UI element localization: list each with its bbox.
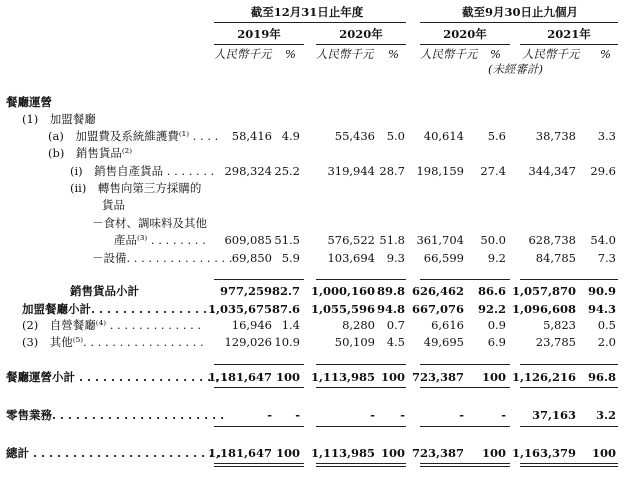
cell-fees-3: 5.0 [386,129,405,143]
subtotal-rule [520,387,618,388]
third-party-label-cont: 貨品 [102,198,125,212]
cell-food-0: 609,085 [224,233,272,247]
cell-equipment-2: 103,694 [327,251,375,265]
restaurant-ops-heading: 餐廳運營 [6,95,52,109]
subtotal-rule [214,387,304,388]
subtotal-rule [316,279,406,280]
cell-own-goods-3: 28.7 [379,164,405,178]
year-2020-header: 2020年 [339,27,383,41]
cell-total-0: 1,181,647 [207,446,272,460]
total-rule [520,426,618,427]
cell-retail-0: - [267,408,272,422]
subtotal-rule [520,364,618,365]
cell-goods-subtotal-4: 626,462 [411,284,464,298]
cell-goods-subtotal-2: 1,000,160 [310,284,375,298]
cell-franchise-subtotal-1: 87.6 [271,302,300,316]
fees-label: (a) 加盟費及系統維護費⁽¹⁾ . . . . [48,129,219,143]
cell-self-operated-2: 8,280 [342,318,375,332]
cell-self-operated-0: 16,946 [231,318,272,332]
total-rule [420,426,510,427]
cell-franchise-subtotal-5: 92.2 [477,302,506,316]
cell-others-5: 6.9 [487,335,506,349]
cell-others-7: 2.0 [597,335,616,349]
own-goods-label: (i) 銷售自產貨品 . . . . . . . [70,164,215,178]
cell-ops-subtotal-2: 1,113,985 [310,370,375,384]
cell-fees-4: 40,614 [423,129,464,143]
cell-goods-subtotal-1: 82.7 [271,284,300,298]
cell-own-goods-7: 29.6 [590,164,616,178]
cell-fees-6: 38,738 [535,129,576,143]
total-label: 總計 . . . . . . . . . . . . . . . . . . . . . . . . [6,446,222,460]
cell-equipment-5: 9.2 [487,251,506,265]
cell-food-6: 628,738 [528,233,576,247]
cell-goods-subtotal-6: 1,057,870 [511,284,576,298]
cell-ops-subtotal-0: 1,181,647 [207,370,272,384]
cell-ops-subtotal-5: 100 [481,370,506,384]
cell-food-1: 51.5 [274,233,300,247]
header-rule [316,44,406,45]
equipment-label: －設備. . . . . . . . . . . . . . . [92,251,233,265]
cell-total-3: 100 [380,446,405,460]
cell-self-operated-6: 5,823 [543,318,576,332]
subtotal-rule [520,279,618,280]
total-double-rule [420,463,510,467]
food-label-cont: 產品⁽³⁾ . . . . . . . . [114,233,206,247]
cell-self-operated-5: 0.9 [487,318,506,332]
unit-label: 人民幣千元 [522,47,580,61]
pct-label: % [388,47,399,61]
total-double-rule [316,463,406,467]
period-nine-months-header: 截至9月30日止九個月 [461,5,578,19]
cell-ops-subtotal-4: 723,387 [411,370,464,384]
cell-own-goods-2: 319,944 [327,164,375,178]
cell-goods-subtotal-0: 977,259 [219,284,272,298]
cell-food-4: 361,704 [416,233,464,247]
cell-fees-7: 3.3 [597,129,616,143]
cell-equipment-3: 9.3 [386,251,405,265]
subtotal-rule [214,279,304,280]
cell-franchise-subtotal-4: 667,076 [411,302,464,316]
cell-goods-subtotal-3: 89.8 [376,284,405,298]
cell-total-1: 100 [275,446,300,460]
cell-retail-2: - [370,408,375,422]
period-year-header: 截至12月31日止年度 [250,5,364,19]
header-rule [420,44,510,45]
header-rule [420,22,618,23]
cell-own-goods-4: 198,159 [416,164,464,178]
cell-others-6: 23,785 [535,335,576,349]
cell-fees-1: 4.9 [281,129,300,143]
total-double-rule [520,463,618,467]
year-2019-header: 2019年 [237,27,281,41]
unit-label: 人民幣千元 [214,47,272,61]
total-double-rule [214,463,304,467]
subtotal-rule [214,364,304,365]
others-label: (3) 其他⁽⁵⁾. . . . . . . . . . . . . . . . . [22,335,204,349]
cell-own-goods-0: 298,324 [224,164,272,178]
goods-label: (b) 銷售貨品⁽²⁾ [48,146,133,160]
cell-equipment-7: 7.3 [597,251,616,265]
total-rule [316,426,406,427]
cell-own-goods-5: 27.4 [480,164,506,178]
cell-goods-subtotal-5: 86.6 [477,284,506,298]
subtotal-rule [316,387,406,388]
cell-franchise-subtotal-0: 1,035,675 [207,302,272,316]
cell-retail-6: 37,163 [531,408,576,422]
cell-franchise-subtotal-3: 94.8 [376,302,405,316]
cell-goods-subtotal-7: 90.9 [587,284,616,298]
goods-subtotal-label: 銷售貨品小計 [70,284,139,298]
cell-fees-2: 55,436 [334,129,375,143]
franchise-subtotal-label: 加盟餐廳小計. . . . . . . . . . . . . . . . [22,302,216,316]
year-2021-header: 2021年 [547,27,591,41]
cell-own-goods-1: 25.2 [274,164,300,178]
cell-franchise-subtotal-6: 1,096,608 [511,302,576,316]
unaudited-label: (未經審計) [488,62,543,76]
retail-label: 零售業務. . . . . . . . . . . . . . . . . . . . . . [6,408,225,422]
pct-label: % [600,47,611,61]
cell-fees-0: 58,416 [231,129,272,143]
cell-total-2: 1,113,985 [310,446,375,460]
cell-franchise-subtotal-7: 94.3 [587,302,616,316]
cell-ops-subtotal-1: 100 [275,370,300,384]
total-rule [214,426,304,427]
cell-own-goods-6: 344,347 [528,164,576,178]
cell-retail-4: - [459,408,464,422]
unit-label: 人民幣千元 [420,47,478,61]
cell-retail-3: - [400,408,405,422]
cell-equipment-6: 84,785 [535,251,576,265]
cell-total-4: 723,387 [411,446,464,460]
cell-food-2: 576,522 [327,233,375,247]
cell-total-5: 100 [481,446,506,460]
cell-self-operated-3: 0.7 [386,318,405,332]
subtotal-rule [420,387,510,388]
subtotal-rule [316,364,406,365]
cell-retail-1: - [295,408,300,422]
cell-ops-subtotal-7: 96.8 [587,370,616,384]
cell-others-0: 129,026 [224,335,272,349]
header-rule [520,44,618,45]
cell-equipment-0: 69,850 [231,251,272,265]
cell-franchise-subtotal-2: 1,055,596 [310,302,375,316]
cell-equipment-4: 66,599 [423,251,464,265]
year-2020-nine-header: 2020年 [443,27,487,41]
cell-others-2: 50,109 [334,335,375,349]
pct-label: % [285,47,296,61]
cell-total-7: 100 [591,446,616,460]
food-label: －食材、調味料及其他 [92,216,207,230]
cell-ops-subtotal-3: 100 [380,370,405,384]
cell-self-operated-1: 1.4 [281,318,300,332]
cell-food-5: 50.0 [480,233,506,247]
cell-fees-5: 5.6 [487,129,506,143]
unit-label: 人民幣千元 [316,47,374,61]
cell-equipment-1: 5.9 [281,251,300,265]
subtotal-rule [420,279,510,280]
cell-total-6: 1,163,379 [511,446,576,460]
header-rule [214,22,406,23]
cell-self-operated-7: 0.5 [597,318,616,332]
cell-retail-5: - [501,408,506,422]
header-rule [214,44,304,45]
ops-subtotal-label: 餐廳運營小計 . . . . . . . . . . . . . . . . . . . [6,370,228,384]
cell-self-operated-4: 6,616 [431,318,464,332]
cell-others-4: 49,695 [423,335,464,349]
cell-retail-7: 3.2 [595,408,616,422]
franchise-label: (1) 加盟餐廳 [22,112,96,126]
cell-others-3: 4.5 [386,335,405,349]
subtotal-rule [420,364,510,365]
cell-food-3: 51.8 [379,233,405,247]
pct-label: % [490,47,501,61]
third-party-label: (ii) 轉售向第三方採購的 [70,181,202,195]
cell-others-1: 10.9 [274,335,300,349]
cell-ops-subtotal-6: 1,126,216 [511,370,576,384]
self-operated-label: (2) 自營餐廳⁽⁴⁾ . . . . . . . . . . . . . [22,318,202,332]
cell-food-7: 54.0 [590,233,616,247]
